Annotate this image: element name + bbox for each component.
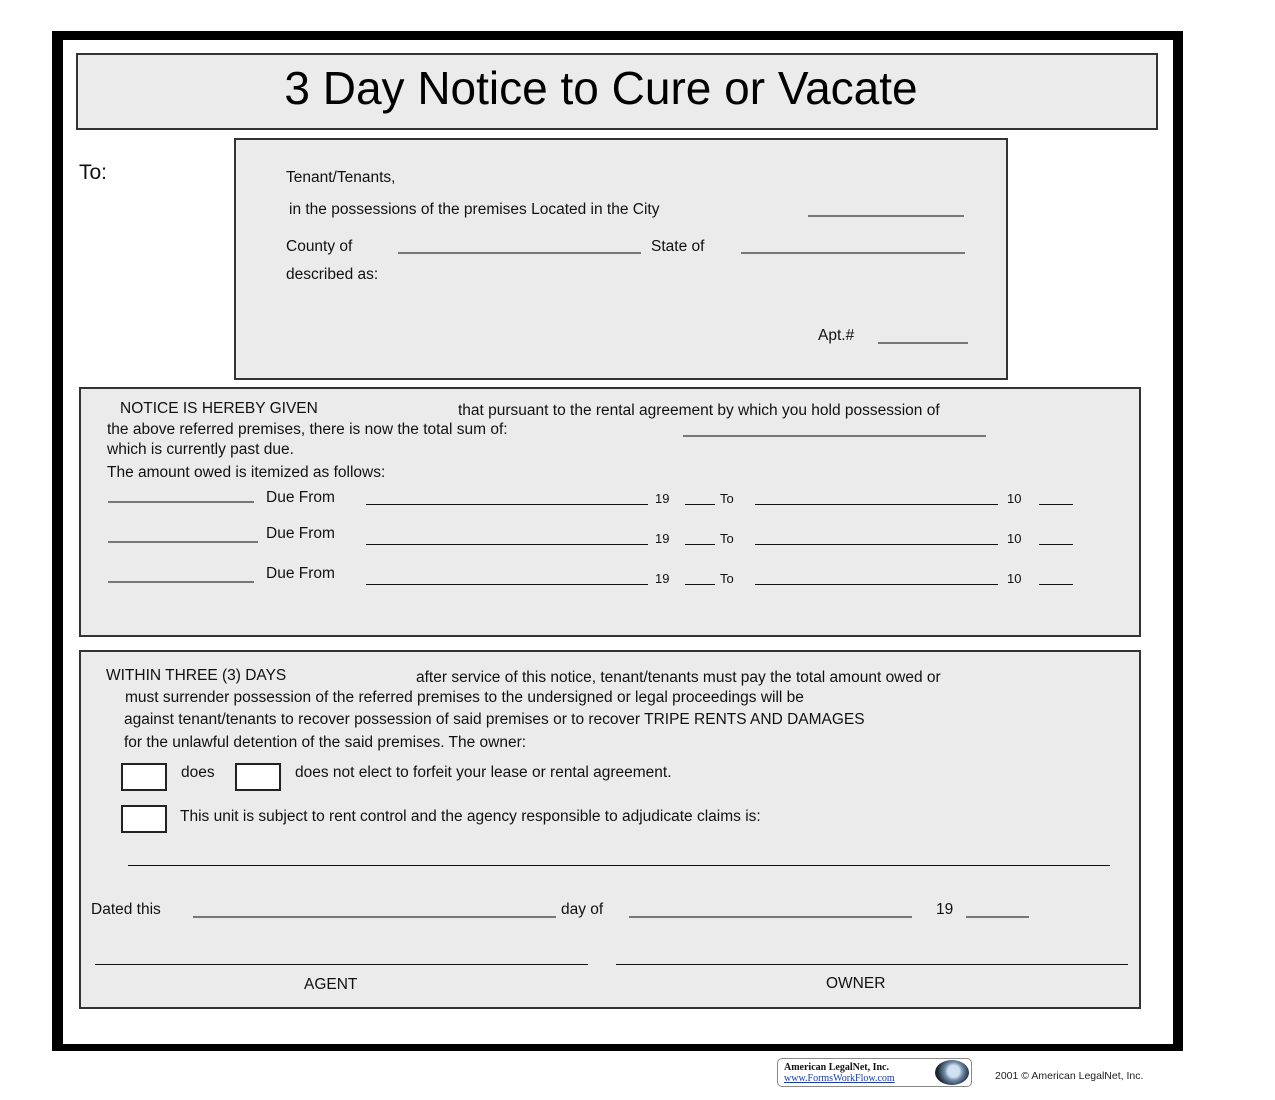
agent-label: AGENT (304, 976, 358, 993)
owner-label: OWNER (826, 975, 886, 992)
day-of-label: day of (561, 901, 604, 918)
from-date-field[interactable] (366, 584, 648, 585)
to-label: To (720, 571, 734, 586)
city-field[interactable] (808, 215, 964, 217)
owner-signature-line[interactable] (616, 964, 1128, 965)
dated-month-field[interactable] (629, 916, 912, 918)
state-label: State of (651, 238, 705, 255)
item-amount-field[interactable] (108, 501, 254, 503)
year-prefix-to: 10 (1007, 531, 1022, 546)
state-field[interactable] (741, 252, 965, 254)
due-from-label: Due From (266, 565, 335, 582)
copyright-text: 2001 © American LegalNet, Inc. (995, 1070, 1144, 1082)
globe-icon (935, 1060, 969, 1085)
rent-control-checkbox[interactable] (121, 805, 167, 833)
notice-line3: which is currently past due. (107, 441, 294, 458)
dated-label: Dated this (91, 901, 161, 918)
to-year-field[interactable] (1039, 544, 1073, 545)
dated-day-field[interactable] (193, 916, 556, 918)
rent-control-label: This unit is subject to rent control and the agency responsible to adjudicate claims is: (180, 808, 761, 825)
agency-field[interactable] (128, 865, 1110, 866)
dated-year-field[interactable] (966, 916, 1029, 918)
to-label: To (720, 491, 734, 506)
to-year-field[interactable] (1039, 584, 1073, 585)
does-checkbox[interactable] (121, 763, 167, 791)
total-sum-field[interactable] (683, 435, 986, 437)
apt-field[interactable] (878, 342, 968, 344)
year-prefix-from: 19 (655, 571, 670, 586)
from-date-field[interactable] (366, 544, 648, 545)
from-year-field[interactable] (685, 584, 715, 585)
item-amount-field[interactable] (108, 581, 254, 583)
item-amount-field[interactable] (108, 541, 258, 543)
to-label: To (720, 531, 734, 546)
year-prefix-to: 10 (1007, 571, 1022, 586)
to-label: To: (79, 161, 108, 184)
to-date-field[interactable] (755, 584, 998, 585)
page-title: 3 Day Notice to Cure or Vacate (284, 62, 918, 114)
from-year-field[interactable] (685, 504, 715, 505)
notice-line1: that pursuant to the rental agreement by which you hold possession of (458, 402, 940, 419)
due-from-label: Due From (266, 525, 335, 542)
year-prefix-to: 10 (1007, 491, 1022, 506)
apt-label: Apt.# (818, 327, 855, 344)
notice-heading: NOTICE IS HEREBY GIVEN (120, 400, 318, 417)
logo-company-name: American LegalNet, Inc. (784, 1062, 889, 1073)
within-line4: for the unlawful detention of the said premises. The owner: (124, 734, 527, 751)
due-from-label: Due From (266, 489, 335, 506)
possession-text: in the possessions of the premises Located in the City (289, 201, 660, 218)
year-prefix-from: 19 (655, 531, 670, 546)
notice-line2: the above referred premises, there is now the total sum of: (107, 421, 508, 438)
logo-url-link[interactable]: www.FormsWorkFlow.com (784, 1073, 895, 1084)
agent-signature-line[interactable] (95, 964, 588, 965)
to-date-field[interactable] (755, 544, 998, 545)
does-not-label: does not elect to forfeit your lease or rental agreement. (295, 764, 672, 781)
year-prefix: 19 (936, 901, 954, 918)
itemized-label: The amount owed is itemized as follows: (107, 464, 386, 481)
from-date-field[interactable] (366, 504, 648, 505)
described-label: described as: (286, 266, 379, 283)
within-line2: must surrender possession of the referred premises to the undersigned or legal proceedings will be (125, 689, 804, 706)
to-year-field[interactable] (1039, 504, 1073, 505)
from-year-field[interactable] (685, 544, 715, 545)
tenant-label: Tenant/Tenants, (286, 169, 396, 186)
to-date-field[interactable] (755, 504, 998, 505)
within-line1: after service of this notice, tenant/tenants must pay the total amount owed or (416, 669, 941, 686)
does-label: does (181, 764, 215, 781)
county-field[interactable] (398, 252, 641, 254)
within-heading: WITHIN THREE (3) DAYS (106, 667, 287, 684)
within-line3: against tenant/tenants to recover possession of said premises or to recover TRIPE RENTS AND DAMAGES (124, 711, 865, 728)
county-label: County of (286, 238, 353, 255)
does-not-checkbox[interactable] (235, 763, 281, 791)
year-prefix-from: 19 (655, 491, 670, 506)
